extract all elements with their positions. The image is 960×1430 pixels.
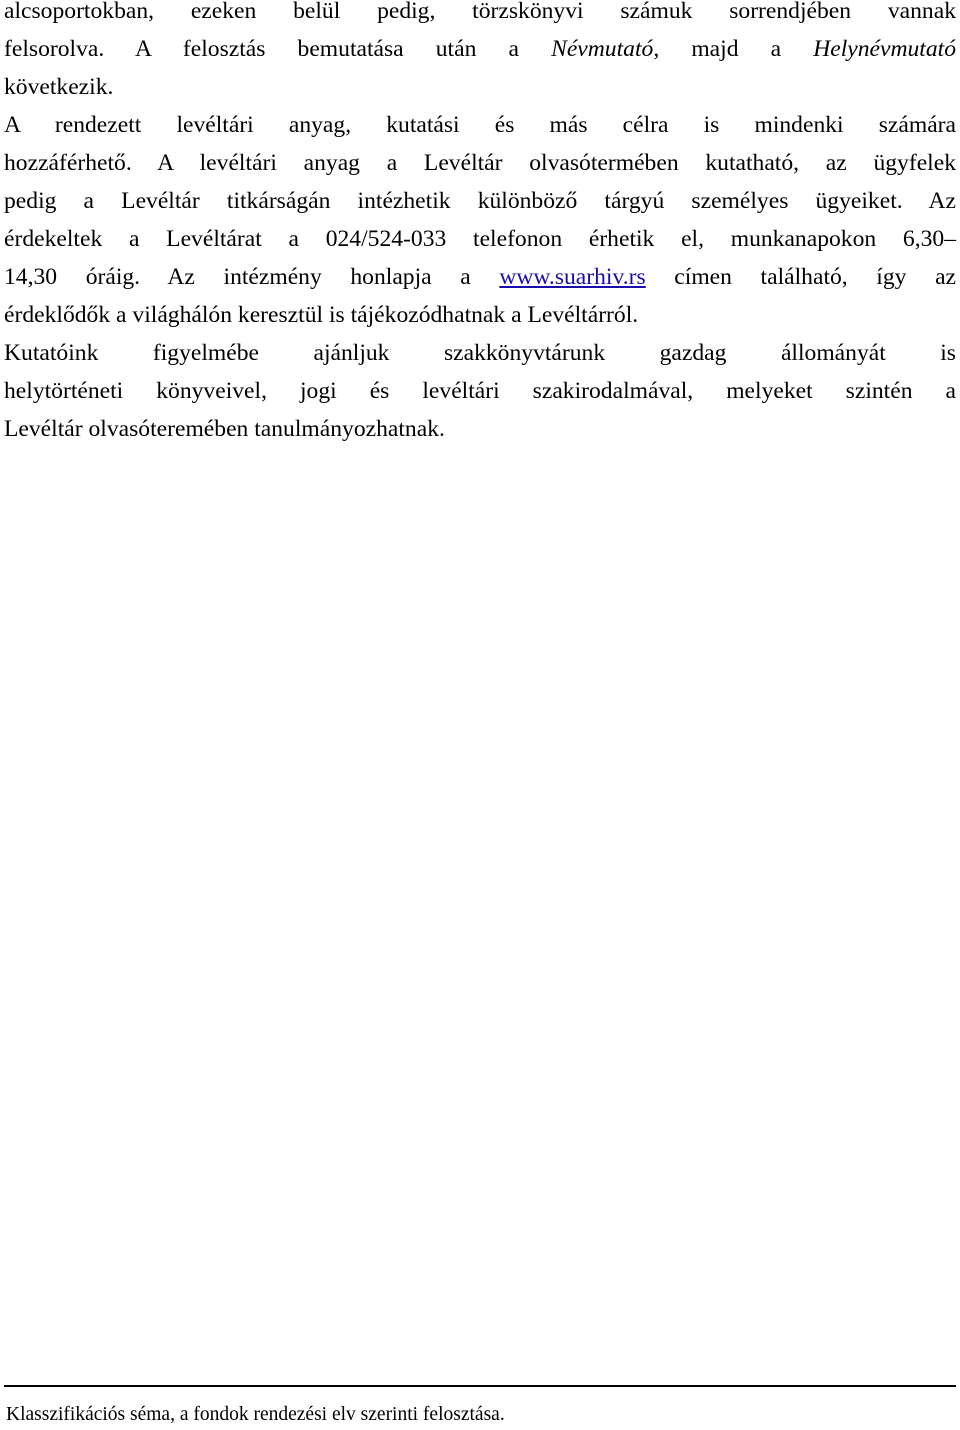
footnote-divider — [4, 1385, 956, 1387]
index-name-term: Névmutató — [551, 36, 654, 62]
text-line — [4, 258, 956, 296]
text-line: alcsoportokban, ezeken belül pedig, törzskönyvi számuk sorrendjében vannak — [4, 0, 956, 24]
text-run: , majd a — [653, 36, 814, 62]
document-body — [4, 0, 956, 448]
text-line: hozzáférhető. A levéltári anyag a Levéltár olvasótermében kutatható, az ügyfelek — [4, 150, 956, 176]
text-line: érdeklődők a világhálón keresztül is tájékozódhatnak a Levéltárról. — [4, 302, 639, 328]
text-line: helytörténeti könyveivel, jogi és levéltári szakirodalmával, melyeket szintén a — [4, 378, 956, 404]
paragraph-classification-intro — [4, 0, 956, 106]
website-link[interactable]: www.suarhiv.rs — [499, 264, 646, 290]
text-line: Kutatóink figyelmébe ajánljuk szakkönyvtárunk gazdag állományát is — [4, 340, 956, 366]
text-run: 14,30 óráig. Az intézmény honlapja a — [4, 264, 500, 290]
paragraph-library-info — [4, 334, 956, 448]
text-run: címen található, így az — [645, 264, 957, 290]
footnote-text: Klasszifikációs séma, a fondok rendezési elv szerinti felosztása. — [6, 1404, 505, 1425]
text-line: következik. — [4, 74, 114, 100]
index-place-term: Helynévmutató — [813, 36, 957, 62]
paragraph-access-info — [4, 106, 956, 334]
text-line: érdekeltek a Levéltárat a 024/524-033 telefonon érhetik el, munkanapokon 6,30– — [4, 226, 956, 252]
text-run: felsorolva. A felosztás bemutatása után a — [4, 36, 552, 62]
text-line: pedig a Levéltár titkárságán intézhetik különböző tárgyú személyes ügyeiket. Az — [4, 188, 956, 214]
text-line: Levéltár olvasóteremében tanulmányozhatnak. — [4, 416, 445, 442]
text-line — [4, 30, 956, 68]
text-line: A rendezett levéltári anyag, kutatási és más célra is mindenki számára — [4, 112, 956, 138]
